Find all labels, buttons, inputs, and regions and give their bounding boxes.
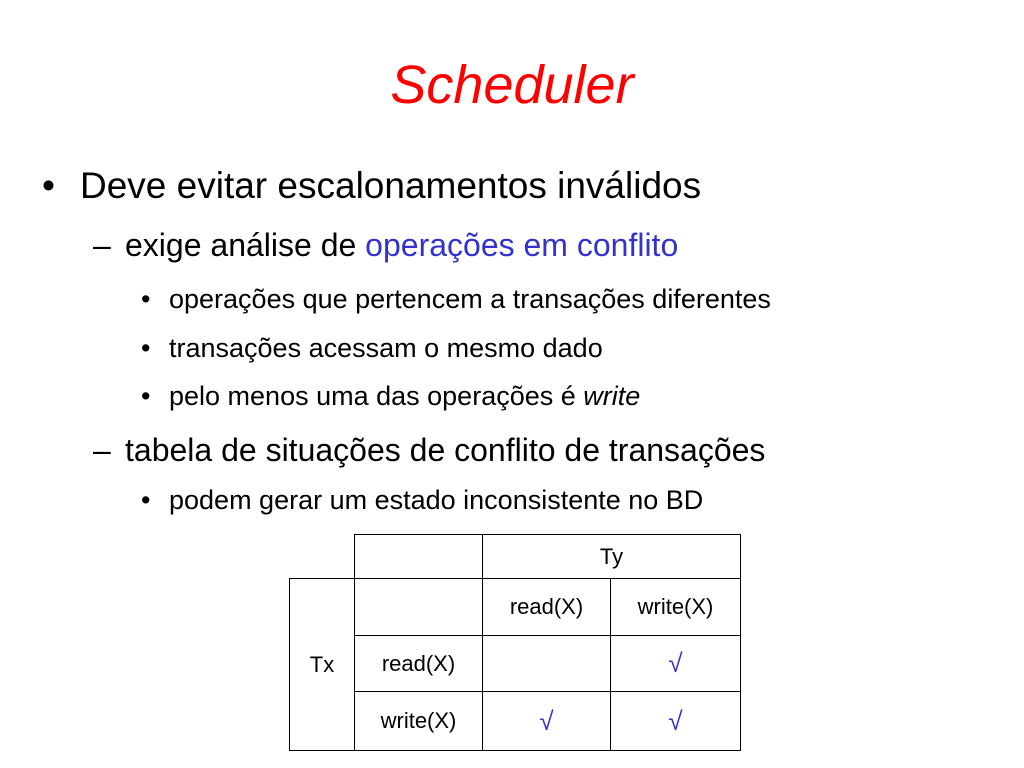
empty-cell [290, 535, 355, 579]
table-row [290, 535, 741, 579]
table-corner-cell [355, 535, 483, 579]
bullet-text: transações acessam o mesmo dado [169, 333, 603, 363]
highlighted-term: operações em conflito [365, 227, 679, 263]
bullet-level3-same-data [141, 335, 603, 362]
slide-title: Scheduler [390, 55, 634, 115]
row-header: write(X) [355, 692, 483, 751]
bullet-level2-conflict-analysis [93, 229, 678, 261]
bullet-text: podem gerar um estado inconsistente no BD [169, 485, 704, 515]
table-row [290, 636, 741, 692]
bullet-text: Deve evitar escalonamentos inválidos [80, 165, 702, 206]
bullet-marker: • [141, 485, 151, 515]
row-header: read(X) [355, 636, 483, 692]
bullet-text: exige análise de [125, 227, 366, 263]
column-header: read(X) [483, 579, 611, 636]
table-cell [483, 636, 611, 692]
column-header: write(X) [611, 579, 741, 636]
bullet-text: tabela de situações de conflito de transações [125, 432, 766, 468]
table-row [290, 692, 741, 751]
check-mark-cell: √ [483, 692, 611, 751]
table-row [290, 579, 741, 636]
bullet-text: operações que pertencem a transações diferentes [169, 284, 771, 314]
table-corner-cell [355, 579, 483, 636]
bullet-level1 [42, 167, 701, 204]
dash-marker: – [93, 227, 111, 263]
bullet-marker: • [141, 381, 151, 411]
bullet-level3-inconsistent-state [141, 487, 703, 514]
bullet-text: pelo menos uma das operações é [169, 381, 584, 411]
bullet-level2-conflict-table [93, 434, 765, 466]
bullet-level3-write-operation [141, 383, 640, 410]
bullet-marker: • [42, 165, 55, 206]
bullet-level3-different-transactions [141, 286, 771, 313]
bullet-marker: • [141, 333, 151, 363]
column-group-header: Ty [483, 535, 741, 579]
row-group-header: Tx [290, 579, 355, 751]
bullet-marker: • [141, 284, 151, 314]
check-mark-cell: √ [611, 692, 741, 751]
check-mark-cell: √ [611, 636, 741, 692]
conflict-table [289, 534, 741, 751]
dash-marker: – [93, 432, 111, 468]
write-keyword: write [583, 381, 641, 411]
